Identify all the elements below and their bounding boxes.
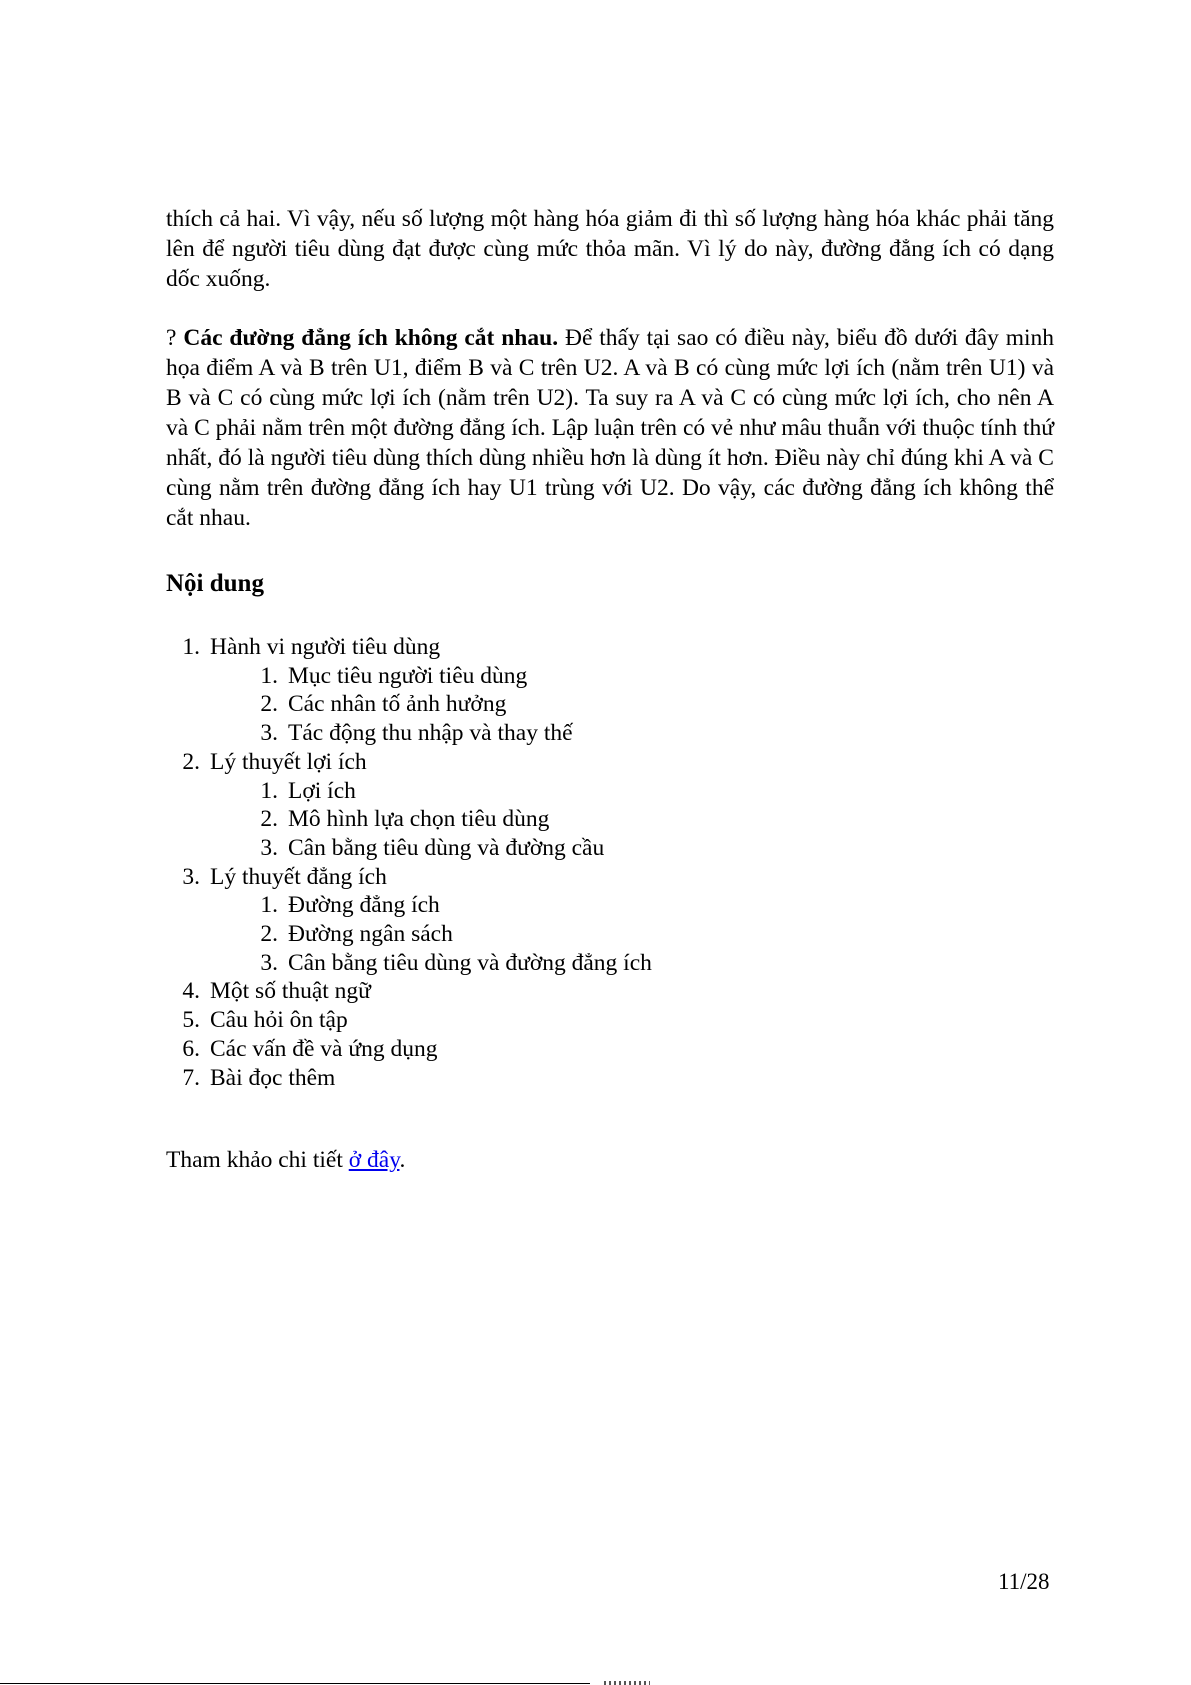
toc-label: Lý thuyết lợi ích	[210, 748, 367, 775]
toc-label: Hành vi người tiêu dùng	[210, 634, 441, 660]
toc-label: Lý thuyết đẳng ích	[210, 863, 387, 890]
toc-item	[166, 747, 367, 777]
toc-number: 1.	[260, 777, 278, 804]
toc-subitem	[244, 804, 549, 834]
toc-subitem	[244, 689, 506, 719]
toc-subitem	[244, 718, 573, 748]
toc-item	[166, 1034, 437, 1064]
question-marker: ?	[166, 325, 177, 351]
toc-label: Câu hỏi ôn tập	[210, 1007, 348, 1034]
toc-number: 2.	[182, 748, 200, 775]
toc-item	[166, 976, 371, 1006]
toc-subitem	[244, 776, 356, 806]
paragraph-2-bold-lead: Các đường đẳng ích không cắt nhau.	[183, 325, 559, 351]
toc-label: Cân bằng tiêu dùng và đường đẳng ích	[288, 949, 652, 976]
toc-label: Một số thuật ngữ	[210, 978, 371, 1005]
toc-number: 1.	[260, 662, 278, 689]
paragraph-2	[166, 323, 1054, 533]
toc-number: 3.	[260, 720, 278, 747]
footer-divider	[0, 1683, 590, 1684]
toc-number: 2.	[260, 806, 278, 833]
toc-subitem	[244, 948, 652, 978]
toc-label: Cân bằng tiêu dùng và đường cầu	[288, 834, 605, 861]
toc-subitem	[244, 661, 527, 691]
toc-label: Lợi ích	[288, 777, 356, 804]
reference-link[interactable]: ở đây	[348, 1147, 400, 1173]
toc-number: 5.	[182, 1007, 200, 1034]
toc-number: 4.	[182, 978, 200, 1005]
toc-number: 3.	[260, 949, 278, 976]
footer-mark	[604, 1681, 650, 1685]
paragraph-1: thích cả hai. Vì vậy, nếu số lượng một hàng hóa giảm đi thì số lượng hàng hóa khác phải tăng lên để người tiêu dùng đạt được cùng mức thỏa mãn. Vì lý do này, đường đẳng ích có dạng dốc xuống.	[166, 206, 1054, 292]
toc-number: 3.	[260, 834, 278, 861]
toc-label: Bài đọc thêm	[210, 1064, 336, 1091]
toc-item	[166, 1063, 335, 1093]
toc-subitem	[244, 890, 440, 920]
toc-label: Các vấn đề và ứng dụng	[210, 1035, 438, 1062]
toc-number: 1.	[182, 634, 200, 660]
toc-label: Mục tiêu người tiêu dùng	[288, 662, 528, 689]
reference-suffix: .	[399, 1147, 406, 1173]
toc-item	[166, 862, 387, 892]
toc-label: Đường ngân sách	[288, 921, 453, 947]
toc-item	[166, 632, 440, 662]
toc-label: Tác động thu nhập và thay thế	[288, 720, 573, 747]
section-heading: Nội dung	[166, 570, 264, 597]
toc-label: Các nhân tố ảnh hưởng	[288, 691, 507, 718]
page-number: 11/28	[998, 1569, 1050, 1594]
toc-item	[166, 1005, 348, 1035]
toc-number: 3.	[182, 863, 200, 890]
toc-number: 7.	[182, 1064, 200, 1091]
toc-subitem	[244, 919, 453, 949]
toc-number: 6.	[182, 1035, 200, 1062]
reference-line	[166, 1145, 405, 1175]
toc-subitem	[244, 833, 604, 863]
toc-label: Mô hình lựa chọn tiêu dùng	[288, 806, 550, 833]
paragraph-2-body: Để thấy tại sao có điều này, biểu đồ dưới đây minh họa điểm A và B trên U1, điểm B và C trên U2. A và B có cùng mức lợi ích (nằm trên U1) và B và C có cùng mức lợi ích (nằm trên U2). Ta suy ra A và C có cùng mức lợi ích, cho nên A và C phải nằm trên một đường đẳng ích. Lập luận trên có vẻ như mâu thuẫn với thuộc tính thứ nhất, đó là người tiêu dùng thích dùng nhiều hơn là dùng ít hơn. Điều này chỉ đúng khi A và C cùng nằm trên đường đẳng ích hay U1 trùng với U2. Do vậy, các đường đẳng ích không thể cắt nhau.	[166, 325, 1055, 531]
toc-number: 2.	[260, 691, 278, 718]
toc-number: 2.	[260, 921, 278, 947]
toc-label: Đường đẳng ích	[288, 892, 440, 919]
reference-prefix: Tham khảo chi tiết	[166, 1147, 349, 1173]
toc-number: 1.	[260, 892, 278, 919]
